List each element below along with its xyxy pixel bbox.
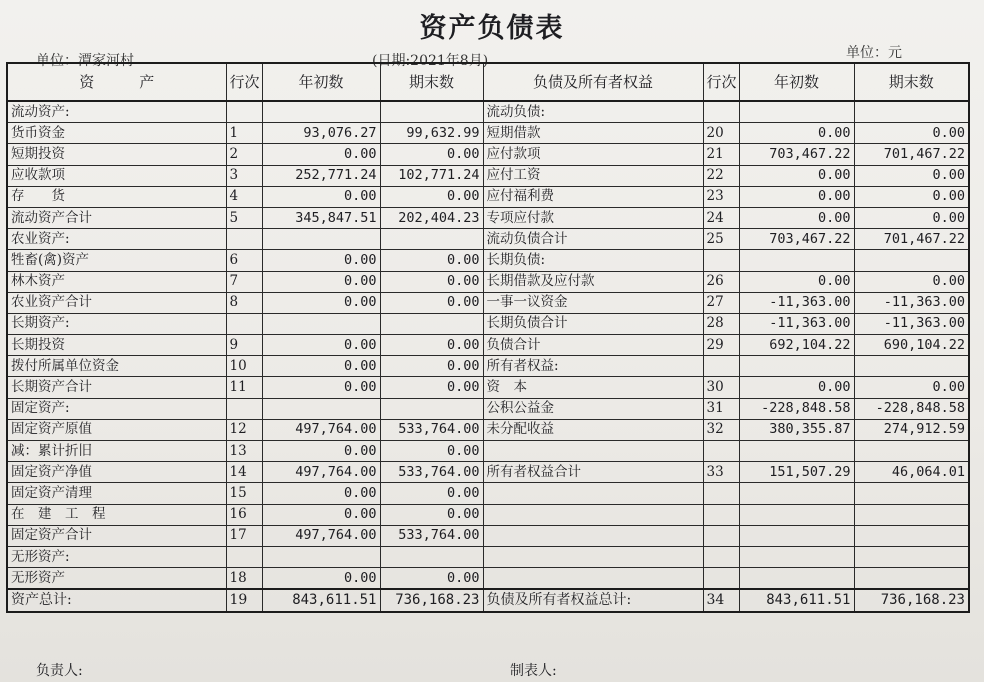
liability-begin-value — [739, 483, 854, 504]
header-end-2: 期末数 — [854, 63, 969, 101]
liability-begin-value: 0.00 — [739, 186, 854, 207]
header-end: 期末数 — [380, 63, 483, 101]
liabilities-total-end: 736,168.23 — [854, 589, 969, 611]
liability-end-value: 690,104.22 — [854, 335, 969, 356]
liability-begin-value: -11,363.00 — [739, 313, 854, 334]
liability-end-value — [854, 356, 969, 377]
liability-row-number — [703, 568, 739, 590]
asset-item-label: 拨付所属单位资金 — [7, 356, 226, 377]
asset-end-value: 0.00 — [380, 144, 483, 165]
liability-row-number: 23 — [703, 186, 739, 207]
asset-row-number: 12 — [226, 419, 262, 440]
preparer-label: 制表人: — [510, 663, 557, 679]
liability-item-label: 所有者权益: — [483, 356, 703, 377]
asset-end-value: 0.00 — [380, 250, 483, 271]
asset-item-label: 固定资产原值 — [7, 419, 226, 440]
asset-begin-value: 0.00 — [262, 186, 380, 207]
asset-end-value: 0.00 — [380, 356, 483, 377]
asset-begin-value: 0.00 — [262, 335, 380, 356]
asset-end-value: 0.00 — [380, 568, 483, 590]
balance-sheet-table — [6, 62, 970, 613]
asset-row-number: 18 — [226, 568, 262, 590]
liabilities-total-begin: 843,611.51 — [739, 589, 854, 611]
liability-begin-value: 703,467.22 — [739, 229, 854, 250]
asset-end-value — [380, 101, 483, 123]
liability-row-number: 29 — [703, 335, 739, 356]
asset-begin-value: 0.00 — [262, 356, 380, 377]
assets-total-row-number: 19 — [226, 589, 262, 611]
liability-row-number: 30 — [703, 377, 739, 398]
liability-item-label: 短期借款 — [483, 123, 703, 144]
liability-end-value: -11,363.00 — [854, 292, 969, 313]
table-row — [7, 335, 969, 356]
asset-row-number: 9 — [226, 335, 262, 356]
liability-begin-value: 151,507.29 — [739, 462, 854, 483]
asset-row-number: 13 — [226, 441, 262, 462]
asset-begin-value: 0.00 — [262, 568, 380, 590]
liability-item-label: 长期借款及应付款 — [483, 271, 703, 292]
asset-begin-value — [262, 101, 380, 123]
asset-begin-value: 0.00 — [262, 377, 380, 398]
table-row — [7, 398, 969, 419]
table-row — [7, 419, 969, 440]
liability-item-label: 负债合计 — [483, 335, 703, 356]
liability-item-label — [483, 504, 703, 525]
liability-row-number — [703, 504, 739, 525]
liability-begin-value: -228,848.58 — [739, 398, 854, 419]
liability-row-number: 20 — [703, 123, 739, 144]
asset-begin-value: 0.00 — [262, 250, 380, 271]
table-row — [7, 101, 969, 123]
asset-begin-value — [262, 229, 380, 250]
asset-end-value — [380, 398, 483, 419]
asset-item-label: 固定资产净值 — [7, 462, 226, 483]
asset-begin-value: 0.00 — [262, 292, 380, 313]
asset-begin-value: 345,847.51 — [262, 207, 380, 228]
liability-item-label: 公积公益金 — [483, 398, 703, 419]
table-row — [7, 483, 969, 504]
liability-end-value: 0.00 — [854, 377, 969, 398]
asset-end-value — [380, 546, 483, 567]
asset-row-number — [226, 101, 262, 123]
liability-end-value — [854, 101, 969, 123]
liability-item-label: 流动负债合计 — [483, 229, 703, 250]
asset-row-number: 10 — [226, 356, 262, 377]
header-assets: 资 产 — [7, 63, 226, 101]
asset-end-value: 533,764.00 — [380, 419, 483, 440]
liabilities-total-row-number: 34 — [703, 589, 739, 611]
asset-end-value: 99,632.99 — [380, 123, 483, 144]
asset-row-number: 16 — [226, 504, 262, 525]
asset-row-number: 3 — [226, 165, 262, 186]
liability-item-label: 未分配收益 — [483, 419, 703, 440]
table-row — [7, 186, 969, 207]
asset-row-number: 8 — [226, 292, 262, 313]
liability-end-value: 701,467.22 — [854, 229, 969, 250]
liability-item-label — [483, 568, 703, 590]
asset-begin-value — [262, 313, 380, 334]
asset-begin-value: 497,764.00 — [262, 525, 380, 546]
liability-item-label: 一事一议资金 — [483, 292, 703, 313]
table-row — [7, 504, 969, 525]
table-row — [7, 356, 969, 377]
liability-begin-value — [739, 568, 854, 590]
asset-row-number: 7 — [226, 271, 262, 292]
table-row — [7, 292, 969, 313]
liability-row-number: 33 — [703, 462, 739, 483]
liability-end-value: 0.00 — [854, 271, 969, 292]
asset-end-value: 0.00 — [380, 504, 483, 525]
liability-row-number — [703, 483, 739, 504]
liability-begin-value — [739, 250, 854, 271]
header-begin-2: 年初数 — [739, 63, 854, 101]
liability-item-label — [483, 546, 703, 567]
liability-row-number: 21 — [703, 144, 739, 165]
table-row — [7, 313, 969, 334]
liability-item-label: 所有者权益合计 — [483, 462, 703, 483]
liability-begin-value: 0.00 — [739, 377, 854, 398]
liability-end-value — [854, 568, 969, 590]
liability-begin-value: 0.00 — [739, 165, 854, 186]
asset-row-number: 5 — [226, 207, 262, 228]
liability-item-label — [483, 483, 703, 504]
liability-row-number — [703, 250, 739, 271]
liability-end-value: 274,912.59 — [854, 419, 969, 440]
assets-total-begin: 843,611.51 — [262, 589, 380, 611]
asset-begin-value: 497,764.00 — [262, 419, 380, 440]
asset-begin-value: 252,771.24 — [262, 165, 380, 186]
table-row — [7, 568, 969, 590]
asset-begin-value: 0.00 — [262, 504, 380, 525]
asset-row-number: 6 — [226, 250, 262, 271]
table-row — [7, 250, 969, 271]
liability-row-number: 26 — [703, 271, 739, 292]
liability-item-label: 应付福利费 — [483, 186, 703, 207]
asset-item-label: 农业资产: — [7, 229, 226, 250]
asset-row-number: 4 — [226, 186, 262, 207]
liability-begin-value: 703,467.22 — [739, 144, 854, 165]
asset-end-value: 202,404.23 — [380, 207, 483, 228]
liability-row-number: 25 — [703, 229, 739, 250]
liability-begin-value — [739, 101, 854, 123]
liability-row-number: 27 — [703, 292, 739, 313]
liability-end-value: 46,064.01 — [854, 462, 969, 483]
header-row-no-2: 行次 — [703, 63, 739, 101]
asset-item-label: 林木资产 — [7, 271, 226, 292]
liability-row-number: 32 — [703, 419, 739, 440]
header-row-no: 行次 — [226, 63, 262, 101]
asset-end-value: 0.00 — [380, 271, 483, 292]
asset-end-value: 0.00 — [380, 292, 483, 313]
liability-end-value: 0.00 — [854, 123, 969, 144]
liability-row-number — [703, 441, 739, 462]
asset-begin-value — [262, 398, 380, 419]
table-row — [7, 525, 969, 546]
asset-item-label: 流动资产合计 — [7, 207, 226, 228]
liability-end-value: 0.00 — [854, 207, 969, 228]
table-header-row — [7, 63, 969, 101]
asset-end-value: 533,764.00 — [380, 525, 483, 546]
header-begin: 年初数 — [262, 63, 380, 101]
asset-item-label: 减：累计折旧 — [7, 441, 226, 462]
asset-item-label: 固定资产合计 — [7, 525, 226, 546]
liability-end-value: -228,848.58 — [854, 398, 969, 419]
asset-row-number: 17 — [226, 525, 262, 546]
asset-item-label: 牲畜(禽)资产 — [7, 250, 226, 271]
liability-row-number — [703, 101, 739, 123]
asset-row-number — [226, 313, 262, 334]
unit-village-label: 单位：潭家河村 — [36, 53, 134, 69]
liability-item-label: 资 本 — [483, 377, 703, 398]
liability-row-number — [703, 525, 739, 546]
liability-item-label — [483, 441, 703, 462]
table-row — [7, 165, 969, 186]
liability-end-value — [854, 441, 969, 462]
asset-item-label: 存 货 — [7, 186, 226, 207]
asset-row-number — [226, 546, 262, 567]
table-row — [7, 229, 969, 250]
liability-begin-value: 0.00 — [739, 271, 854, 292]
table-row — [7, 123, 969, 144]
table-row — [7, 144, 969, 165]
liability-end-value — [854, 546, 969, 567]
liability-begin-value — [739, 546, 854, 567]
asset-row-number — [226, 229, 262, 250]
asset-row-number: 2 — [226, 144, 262, 165]
table-row — [7, 271, 969, 292]
liability-item-label: 流动负债: — [483, 101, 703, 123]
liability-end-value: -11,363.00 — [854, 313, 969, 334]
liability-begin-value: 0.00 — [739, 207, 854, 228]
asset-end-value: 0.00 — [380, 483, 483, 504]
asset-end-value: 0.00 — [380, 335, 483, 356]
table-row — [7, 377, 969, 398]
asset-item-label: 货币资金 — [7, 123, 226, 144]
asset-item-label: 无形资产: — [7, 546, 226, 567]
asset-item-label: 流动资产: — [7, 101, 226, 123]
liability-row-number — [703, 546, 739, 567]
asset-row-number: 1 — [226, 123, 262, 144]
liability-begin-value — [739, 441, 854, 462]
header-liabilities: 负债及所有者权益 — [483, 63, 703, 101]
asset-end-value — [380, 313, 483, 334]
asset-end-value: 0.00 — [380, 377, 483, 398]
asset-end-value: 0.00 — [380, 441, 483, 462]
responsible-person-label: 负责人: — [36, 663, 83, 679]
asset-begin-value: 497,764.00 — [262, 462, 380, 483]
liability-end-value — [854, 504, 969, 525]
asset-row-number: 15 — [226, 483, 262, 504]
liability-row-number — [703, 356, 739, 377]
asset-item-label: 在 建 工 程 — [7, 504, 226, 525]
currency-unit-label: 单位：元 — [846, 45, 902, 61]
asset-end-value: 102,771.24 — [380, 165, 483, 186]
totals-row — [7, 589, 969, 611]
asset-item-label: 长期资产合计 — [7, 377, 226, 398]
liability-end-value — [854, 250, 969, 271]
liability-row-number: 22 — [703, 165, 739, 186]
liability-item-label: 应付款项 — [483, 144, 703, 165]
liability-end-value: 0.00 — [854, 186, 969, 207]
liability-item-label: 长期负债合计 — [483, 313, 703, 334]
liabilities-total-label: 负债及所有者权益总计: — [483, 589, 703, 611]
liability-row-number: 31 — [703, 398, 739, 419]
assets-total-end: 736,168.23 — [380, 589, 483, 611]
asset-begin-value: 0.00 — [262, 483, 380, 504]
liability-begin-value — [739, 356, 854, 377]
liability-begin-value: 380,355.87 — [739, 419, 854, 440]
assets-total-label: 资产总计: — [7, 589, 226, 611]
asset-item-label: 固定资产: — [7, 398, 226, 419]
liability-item-label: 长期负债: — [483, 250, 703, 271]
liability-end-value — [854, 525, 969, 546]
table-row — [7, 462, 969, 483]
liability-item-label: 应付工资 — [483, 165, 703, 186]
liability-end-value: 0.00 — [854, 165, 969, 186]
liability-begin-value — [739, 525, 854, 546]
asset-item-label: 长期投资 — [7, 335, 226, 356]
liability-row-number: 24 — [703, 207, 739, 228]
table-row — [7, 546, 969, 567]
liability-begin-value: 692,104.22 — [739, 335, 854, 356]
asset-begin-value: 0.00 — [262, 144, 380, 165]
asset-row-number: 11 — [226, 377, 262, 398]
liability-begin-value: -11,363.00 — [739, 292, 854, 313]
asset-item-label: 农业资产合计 — [7, 292, 226, 313]
asset-item-label: 长期资产: — [7, 313, 226, 334]
liability-item-label: 专项应付款 — [483, 207, 703, 228]
liability-begin-value: 0.00 — [739, 123, 854, 144]
asset-row-number — [226, 398, 262, 419]
table-row — [7, 207, 969, 228]
asset-begin-value: 0.00 — [262, 441, 380, 462]
asset-item-label: 无形资产 — [7, 568, 226, 590]
liability-item-label — [483, 525, 703, 546]
asset-item-label: 应收款项 — [7, 165, 226, 186]
asset-begin-value: 0.00 — [262, 271, 380, 292]
asset-begin-value: 93,076.27 — [262, 123, 380, 144]
table-row — [7, 441, 969, 462]
liability-end-value: 701,467.22 — [854, 144, 969, 165]
liability-begin-value — [739, 504, 854, 525]
asset-begin-value — [262, 546, 380, 567]
page-title: 资产负债表 — [419, 13, 565, 44]
asset-end-value — [380, 229, 483, 250]
liability-row-number: 28 — [703, 313, 739, 334]
liability-end-value — [854, 483, 969, 504]
asset-end-value: 533,764.00 — [380, 462, 483, 483]
asset-end-value: 0.00 — [380, 186, 483, 207]
asset-item-label: 短期投资 — [7, 144, 226, 165]
asset-item-label: 固定资产清理 — [7, 483, 226, 504]
asset-row-number: 14 — [226, 462, 262, 483]
report-date: (日期:2021年8月) — [372, 53, 489, 69]
